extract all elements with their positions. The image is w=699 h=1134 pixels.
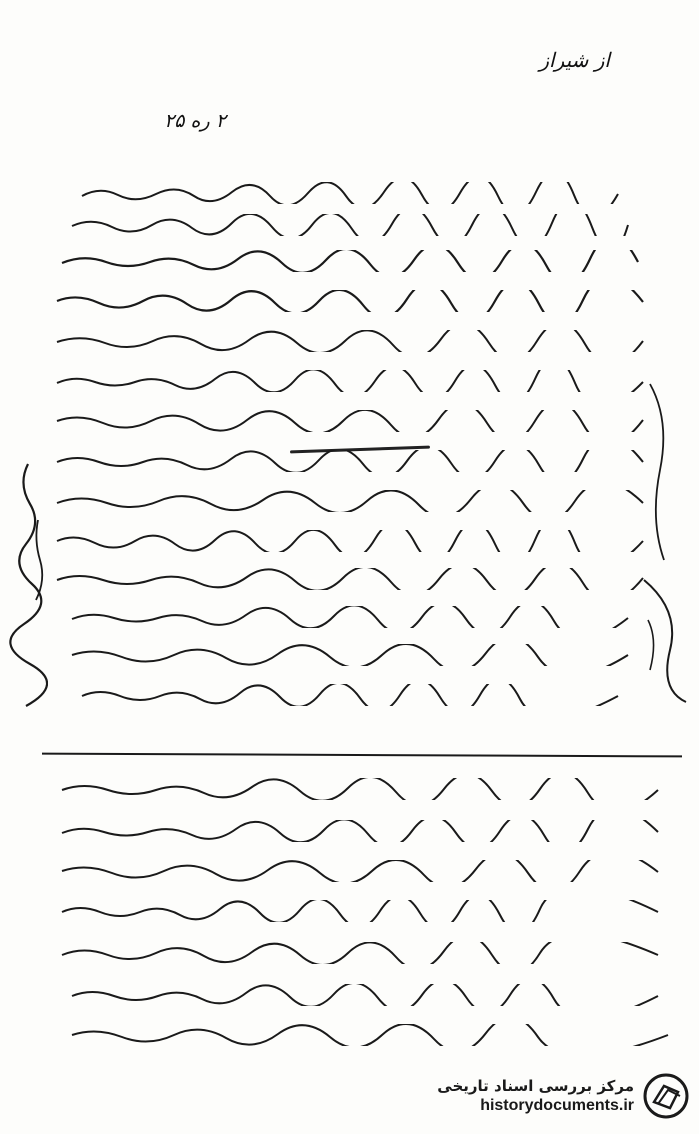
handwriting-line: [60, 942, 660, 964]
margin-bracket-mark: [630, 380, 690, 710]
vertical-margin-note: [8, 460, 48, 710]
handwriting-line: [60, 820, 660, 842]
handwriting-line: [55, 450, 645, 472]
handwriting-line: [55, 370, 645, 392]
handwriting-line: [55, 290, 645, 312]
handwriting-line: [80, 684, 620, 706]
watermark-text: [437, 1076, 634, 1116]
section-divider-line: [42, 753, 682, 758]
handwriting-line: [70, 606, 630, 628]
handwriting-line: [60, 778, 660, 800]
handwriting-line: [55, 410, 645, 432]
handwriting-line: [70, 1024, 670, 1046]
letter-date: ۲ ره ۲۵: [164, 110, 226, 132]
handwriting-line: [70, 984, 660, 1006]
handwriting-line: [70, 214, 630, 236]
archive-watermark: [400, 1066, 690, 1126]
letter-origin-heading: از شیراز: [539, 48, 610, 72]
watermark-title: مرکز بررسی اسناد تاریخی: [437, 1077, 634, 1095]
handwriting-line: [55, 530, 645, 552]
handwriting-line: [70, 644, 630, 666]
handwriting-line: [55, 568, 645, 590]
watermark-url: historydocuments.ir: [480, 1097, 634, 1114]
handwriting-line: [60, 860, 660, 882]
handwriting-line: [60, 250, 640, 272]
handwriting-line: [55, 490, 645, 512]
document-folder-logo-icon: [642, 1072, 690, 1120]
handwriting-line: [60, 900, 660, 922]
handwriting-line: [55, 330, 645, 352]
handwriting-line: [80, 182, 620, 204]
